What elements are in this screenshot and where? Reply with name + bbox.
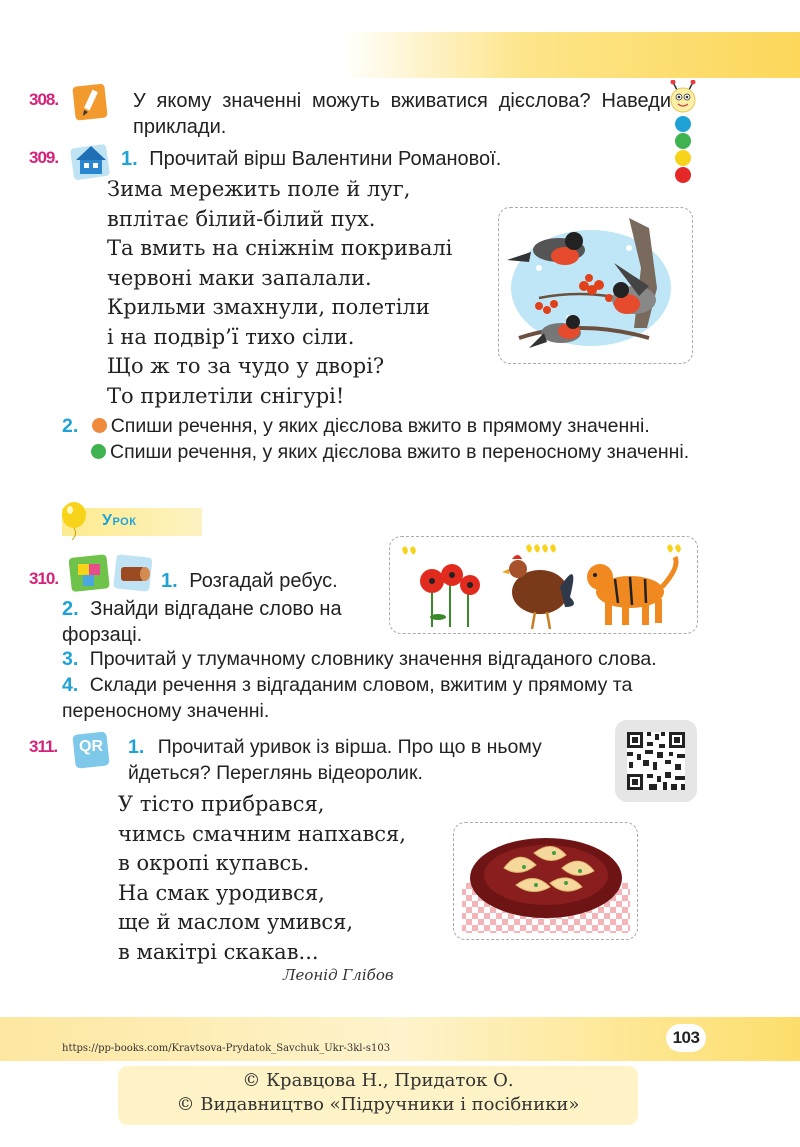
poem-author: Леонід Глібов — [283, 966, 394, 984]
poem-line: У тісто прибрався, — [118, 792, 325, 816]
rebus-image — [389, 536, 698, 634]
exercise-310-step4-number: 4. — [62, 674, 79, 696]
balloon-icon — [58, 500, 92, 540]
qr-badge-label: QR — [79, 738, 103, 755]
page-number: 103 — [672, 1028, 700, 1047]
header-band — [340, 32, 800, 78]
exercise-309-number: 309. — [29, 148, 59, 167]
exercise-311-step1-number: 1. — [128, 736, 145, 758]
poem-line: і на подвір’ї тихо сіли. — [107, 324, 355, 349]
poem-line: Та вмить на сніжнім покривалі — [107, 236, 453, 260]
exercise-309-step2-line2: Спиши речення, у яких дієслова вжито в переносному значенні. — [110, 441, 690, 463]
exercise-311-number: 311. — [29, 737, 58, 756]
copyright-line-2: © Видавництво «Підручники і посібники» — [176, 1094, 580, 1115]
log-icon — [113, 552, 155, 592]
footer-url[interactable]: https://pp-books.com/Kravtsova-Prydatok_Savchuk_Ukr-3kl-s103 — [62, 1043, 391, 1054]
bullfinch-image — [498, 207, 693, 364]
poem-dumplings — [118, 790, 448, 967]
exercise-310-step1-text: Розгадай ребус. — [189, 570, 338, 592]
poem-line: червоні маки запалали. — [107, 265, 372, 290]
orange-dot-icon — [92, 418, 107, 433]
exercise-309-step1-text: Прочитай вірш Валентини Романової. — [149, 148, 502, 170]
exercise-309-step1-number: 1. — [121, 148, 138, 170]
exercise-308-text: У якому значенні можуть вживатися дієслова? Наведи приклади. — [133, 90, 671, 138]
exercise-310-step3-text: Прочитай у тлумачному словнику значення відгаданого слова. — [89, 648, 657, 670]
pencil-icon — [72, 82, 110, 122]
poem-line: в макітрі скакав... — [118, 939, 319, 964]
poem-line: чимсь смачним напхався, — [118, 821, 406, 846]
lesson-label: Урок — [102, 512, 137, 529]
dumplings-image — [453, 822, 638, 940]
exercise-310-step2-number: 2. — [62, 598, 79, 620]
qr-code[interactable] — [615, 720, 697, 802]
exercise-310-step2-text: Знайди відгадане слово на форзаці. — [62, 598, 342, 646]
exercise-310-step3-number: 3. — [62, 648, 79, 670]
poem-line: Зима мережить поле й луг, — [107, 177, 411, 201]
poem-line: На смак уродився, — [118, 880, 325, 905]
green-dot-icon — [91, 444, 106, 459]
poem-line: То прилетіли снігурі! — [107, 383, 345, 408]
poem-line: вплітає білий-білий пух. — [107, 206, 376, 231]
poem-line: в окропі купавсь. — [118, 851, 310, 875]
exercise-308-number: 308. — [29, 90, 59, 109]
poem-winter — [107, 175, 497, 411]
copyright-line-1: © Кравцова Н., Придаток О. — [242, 1070, 514, 1091]
exercise-310-number: 310. — [29, 569, 59, 588]
exercise-309-step2-line1: Спиши речення, у яких дієслова вжито в прямому значенні. — [110, 415, 650, 437]
house-icon — [70, 140, 112, 180]
copyright-box — [118, 1066, 638, 1125]
poem-line: Крильми змахнули, полетіли — [107, 295, 430, 319]
exercise-309-step2-number: 2. — [62, 415, 79, 437]
exercise-311-step1-text: Прочитай уривок із вірша. Про що в ньому йдеться? Переглянь відеоролик. — [128, 736, 542, 784]
exercise-310-step4-text: Склади речення з відгаданим словом, вжитим у прямому та переносному значенні. — [62, 674, 633, 722]
page-number-badge — [666, 1024, 706, 1052]
blocks-icon — [68, 552, 112, 592]
poem-line: ще й маслом умився, — [118, 910, 354, 934]
poem-line: Що ж то за чудо у дворі? — [107, 354, 385, 378]
exercise-310-step1-number: 1. — [161, 570, 178, 592]
